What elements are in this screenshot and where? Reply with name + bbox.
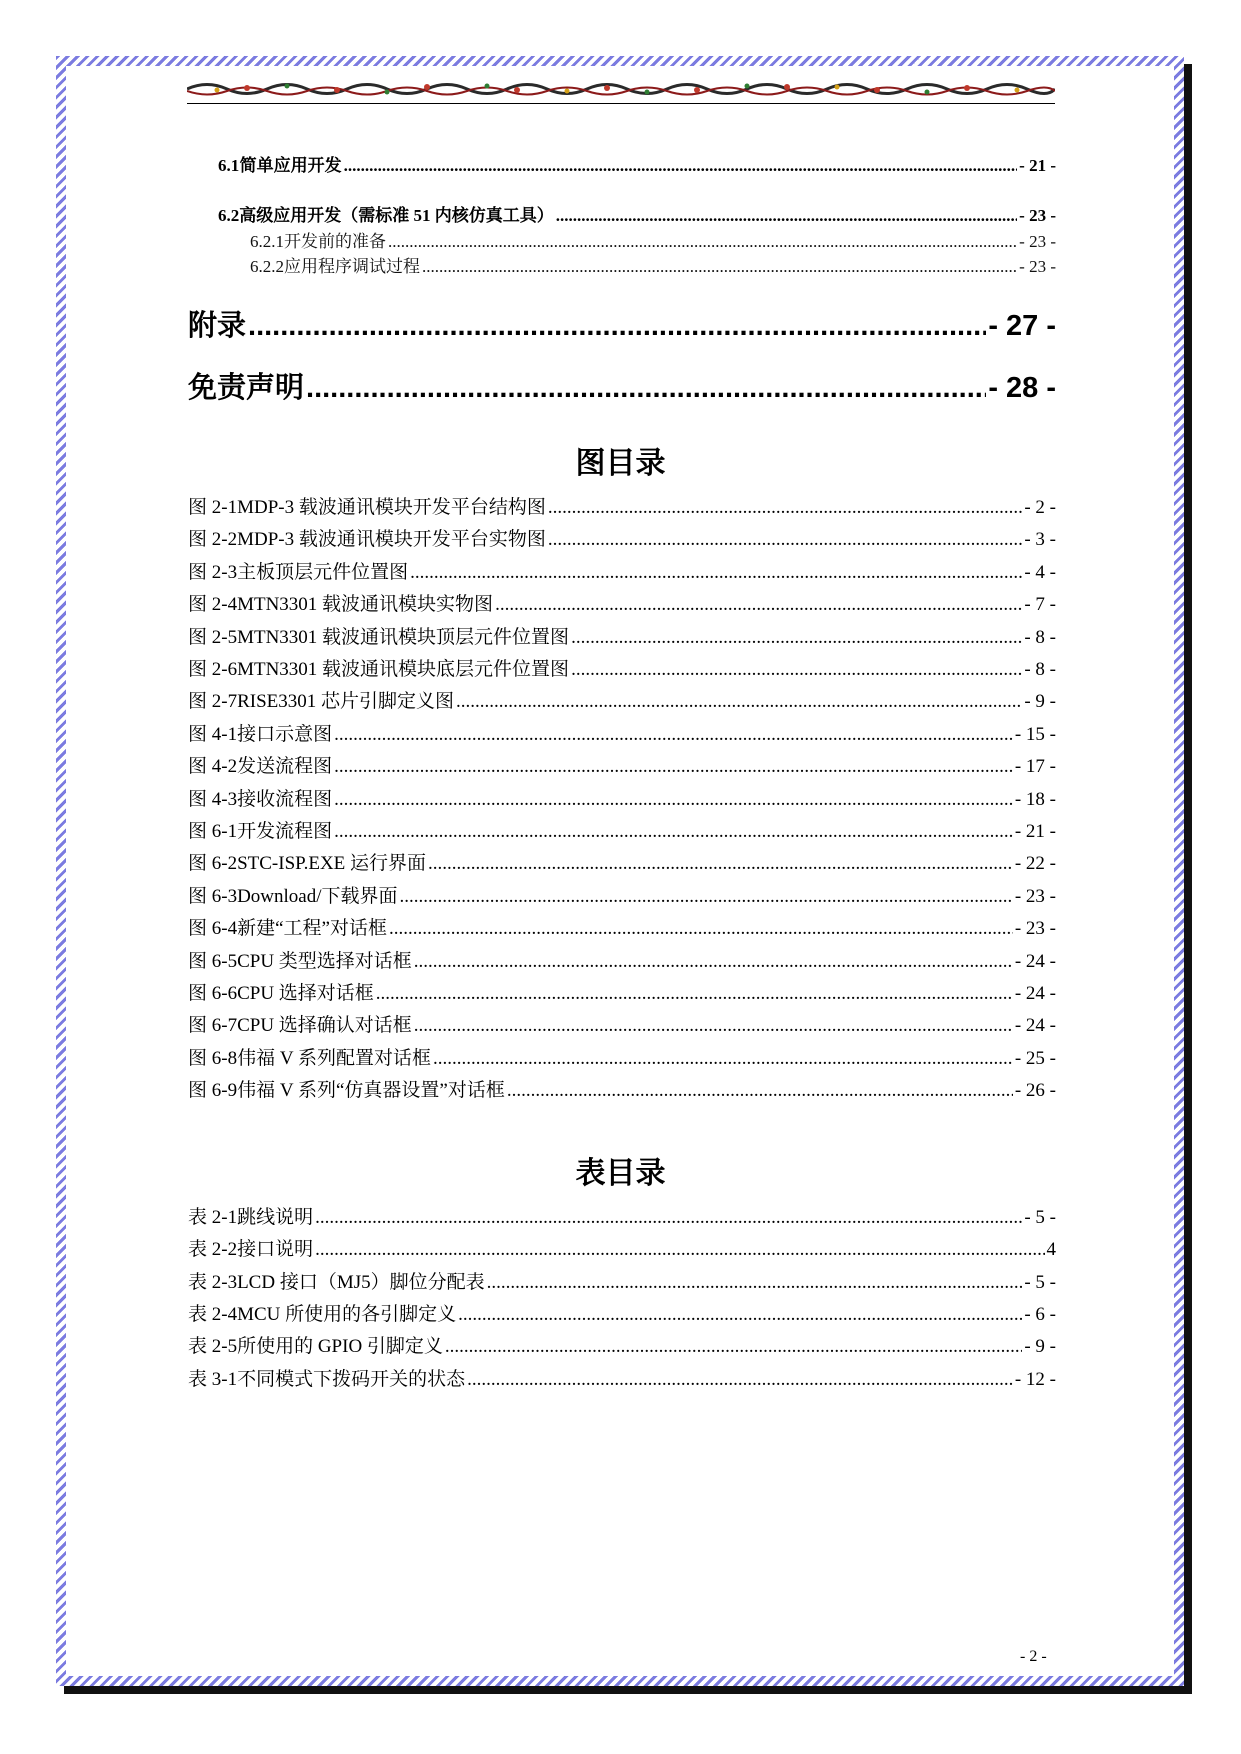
toc-leader [571,627,1022,649]
toc-page: - 8 - [1024,659,1056,680]
toc-page: - 24 - [1014,950,1056,972]
toc-number: 图 2-7 [188,691,238,713]
toc-title: 新建“工程”对话框 [237,918,387,940]
toc-page: - 26 - [1014,1080,1056,1102]
toc-page: - 5 - [1024,1207,1056,1228]
list-item[interactable] [188,492,1056,519]
toc-title: 附录 [188,308,247,342]
toc-number: 图 4-2 [188,756,238,778]
toc-title: MDP-3 载波通讯模块开发平台实物图 [237,529,546,551]
toc-title: 开发前的准备 [284,232,386,251]
toc-number: 表 2-4 [188,1303,238,1325]
toc-subsection-6-2-2[interactable] [250,252,1056,277]
toc-number: 表 2-5 [188,1336,238,1358]
toc-number: 图 6-7 [188,1015,238,1037]
toc-leader [414,1015,1013,1037]
toc-title: LCD 接口（MJ5）脚位分配表 [237,1271,485,1293]
toc-page: - 23 - [1014,885,1056,907]
toc-title: CPU 类型选择对话框 [237,950,412,972]
toc-leader [400,886,1013,908]
toc-page: - 28 - [988,372,1056,404]
toc-number: 图 4-1 [188,723,238,745]
toc-page: - 9 - [1024,1336,1056,1358]
list-item[interactable] [188,589,1056,616]
toc-title: 跳线说明 [237,1207,314,1228]
toc-title: 主板顶层元件位置图 [237,561,409,583]
list-item[interactable] [188,913,1056,940]
toc-leader [389,918,1013,940]
toc-leader [495,594,1022,616]
toc-leader [248,310,986,343]
toc-leader [334,789,1013,811]
list-item[interactable] [188,1364,1056,1391]
toc-title: 高级应用开发（需标准 51 内核仿真工具） [239,206,554,225]
list-item[interactable] [188,1234,1056,1261]
toc-title: 免责声明 [188,370,305,404]
toc-title: STC-ISP.EXE 运行界面 [237,853,427,875]
toc-page: - 24 - [1014,983,1056,1004]
toc-leader [548,497,1023,519]
toc-leader [571,659,1022,681]
toc-title: 接收流程图 [237,788,333,810]
list-item[interactable] [188,557,1056,584]
toc-page: - 3 - [1024,529,1056,551]
toc-section-6-2[interactable] [218,201,1056,226]
toc-number: 图 2-2 [188,529,238,551]
toc-title: 应用程序调试过程 [284,257,420,276]
toc-leader [433,1048,1013,1070]
toc-number: 6.2.2 [250,257,284,276]
toc-page: - 23 - [1019,257,1056,276]
toc-leader [414,951,1013,973]
toc-leader [315,1207,1022,1229]
toc-page: 4 [1046,1239,1056,1261]
toc-title: Download/下载界面 [237,885,398,907]
toc-title: 伟福 V 系列“仿真器设置”对话框 [237,1080,505,1102]
toc-leader [422,257,1017,277]
toc-page: - 22 - [1014,853,1056,875]
toc-page: - 23 - [1019,232,1056,251]
toc-page: - 18 - [1014,788,1056,810]
toc-page: - 9 - [1024,691,1056,713]
toc-number: 6.2 [218,206,240,225]
toc-number: 图 6-2 [188,853,238,875]
toc-page: - 4 - [1024,561,1056,583]
toc-leader [315,1239,1044,1261]
toc-page: - 12 - [1014,1368,1056,1390]
toc-leader [334,756,1013,778]
toc-number: 图 6-6 [188,983,238,1004]
toc-number: 图 6-4 [188,918,238,940]
list-item[interactable] [188,816,1056,843]
table-list-heading: 表目录 [575,1156,666,1191]
toc-title: 发送流程图 [237,756,333,778]
toc-number: 表 2-3 [188,1271,238,1293]
toc-page: - 23 - [1014,918,1056,940]
figure-list-heading: 图目录 [575,446,666,481]
toc-title: 简单应用开发 [239,156,342,175]
toc-page: - 25 - [1014,1047,1056,1069]
list-item[interactable] [188,654,1056,681]
toc-leader [548,529,1023,551]
toc-leader [487,1272,1023,1294]
toc-page: - 2 - [1024,497,1056,518]
list-item[interactable] [188,881,1056,908]
toc-title: MCU 所使用的各引脚定义 [237,1303,457,1325]
toc-leader [428,853,1013,875]
toc-number: 图 6-3 [188,885,238,907]
toc-leader [556,206,1017,226]
list-item[interactable] [188,1010,1056,1037]
list-item[interactable] [188,784,1056,811]
list-item[interactable] [188,848,1056,875]
toc-page: - 27 - [988,310,1056,342]
toc-number: 图 2-5 [188,626,238,648]
toc-leader [467,1369,1013,1391]
toc-number: 表 3-1 [188,1368,238,1390]
toc-leader [376,983,1013,1005]
list-item[interactable] [188,1267,1056,1294]
toc-page: - 23 - [1019,206,1056,225]
toc-section-6-1[interactable] [218,151,1056,176]
toc-title: MTN3301 载波通讯模块底层元件位置图 [237,659,570,680]
toc-leader [334,724,1013,746]
toc-number: 图 6-8 [188,1047,238,1069]
list-item[interactable] [188,1299,1056,1326]
toc-page: - 24 - [1014,1015,1056,1037]
toc-chapter-appendix[interactable] [188,303,1056,344]
toc-title: MTN3301 载波通讯模块实物图 [237,594,494,616]
list-item[interactable] [188,978,1056,1005]
toc-title: CPU 选择确认对话框 [237,1015,412,1037]
toc-title: CPU 选择对话框 [237,983,374,1004]
toc-title: MTN3301 载波通讯模块顶层元件位置图 [237,626,570,648]
toc-title: MDP-3 载波通讯模块开发平台结构图 [237,497,546,518]
toc-page: - 7 - [1024,594,1056,616]
list-item[interactable] [188,686,1056,713]
toc-number: 6.1 [218,156,240,175]
toc-leader [344,156,1018,176]
toc-number: 图 6-1 [188,821,238,842]
toc-leader [458,1304,1022,1326]
list-item[interactable] [188,1331,1056,1358]
toc-chapter-disclaimer[interactable] [188,365,1056,406]
header-ornament-icon [187,78,1055,100]
page-number: - 2 - [1020,1648,1047,1665]
toc-number: 图 6-5 [188,950,238,972]
list-item[interactable] [188,946,1056,973]
toc-subsection-6-2-1[interactable] [250,227,1056,252]
list-item[interactable] [188,1202,1056,1229]
list-item[interactable] [188,1075,1056,1102]
toc-page: - 21 - [1019,156,1056,175]
toc-number: 图 2-1 [188,497,238,518]
list-item[interactable] [188,1043,1056,1070]
toc-leader [445,1336,1022,1358]
toc-leader [507,1080,1013,1102]
toc-title: RISE3301 芯片引脚定义图 [237,691,455,713]
toc-page: - 15 - [1014,723,1056,745]
toc-number: 图 6-9 [188,1080,238,1102]
toc-number: 表 2-2 [188,1239,238,1261]
toc-page: - 5 - [1024,1271,1056,1293]
toc-number: 图 2-4 [188,594,238,616]
list-item[interactable] [188,719,1056,746]
toc-title: 接口说明 [237,1239,314,1261]
toc-leader [306,372,986,405]
toc-page: - 21 - [1014,821,1056,842]
toc-leader [334,821,1013,843]
toc-title: 接口示意图 [237,723,333,745]
toc-title: 所使用的 GPIO 引脚定义 [237,1336,443,1358]
toc-number: 图 2-6 [188,659,238,680]
toc-leader [410,562,1022,584]
toc-page: - 6 - [1024,1303,1056,1325]
toc-number: 图 4-3 [188,788,238,810]
header-rule [187,103,1055,104]
toc-title: 不同模式下拨码开关的状态 [237,1368,466,1390]
toc-title: 伟福 V 系列配置对话框 [237,1047,431,1069]
toc-number: 图 2-3 [188,561,238,583]
list-item[interactable] [188,751,1056,778]
toc-number: 6.2.1 [250,232,284,251]
toc-number: 表 2-1 [188,1207,238,1228]
toc-leader [456,691,1022,713]
toc-leader [388,232,1017,252]
list-item[interactable] [188,524,1056,551]
list-item[interactable] [188,622,1056,649]
toc-page: - 8 - [1024,626,1056,648]
toc-page: - 17 - [1014,756,1056,778]
toc-title: 开发流程图 [237,821,333,842]
